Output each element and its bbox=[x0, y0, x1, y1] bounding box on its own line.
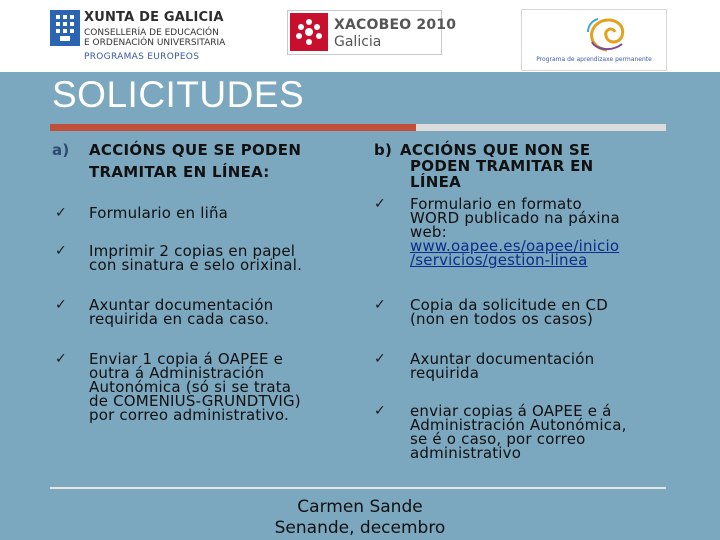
left-item-4-line4: de COMENIUS-GRUNDTVIG) bbox=[89, 392, 301, 410]
left-item-1-line1: Formulario en liña bbox=[89, 204, 229, 222]
xunta-logo bbox=[50, 10, 240, 58]
xacobeo-name: XACOBEO 2010 bbox=[334, 17, 457, 33]
right-item-2-line2: (non en todos os casos) bbox=[410, 310, 594, 328]
left-item-2-line1: Imprimir 2 copias en papel bbox=[89, 242, 296, 260]
right-heading-line3: LÍNEA bbox=[410, 173, 462, 191]
oapee-link-line1[interactable]: www.oapee.es/oapee/inicio bbox=[410, 237, 620, 255]
page-title: SOLICITUDES bbox=[52, 74, 305, 115]
left-item-4-line5: por correo administrativo. bbox=[89, 406, 290, 424]
oapee-link-line2[interactable]: /servicios/gestion-linea bbox=[410, 251, 588, 269]
left-item-4 bbox=[89, 352, 301, 422]
left-heading-line1: ACCIÓNS QUE SE PODEN bbox=[89, 141, 302, 159]
checkmark-icon: ✓ bbox=[55, 351, 67, 367]
xunta-subtitle-line1: CONSELLERÍA DE EDUCACIÓN bbox=[84, 28, 219, 38]
checkmark-icon: ✓ bbox=[374, 196, 386, 212]
left-item-3-line1: Axuntar documentación bbox=[89, 296, 274, 314]
checkmark-icon: ✓ bbox=[55, 243, 67, 259]
xacobeo-emblem-icon bbox=[290, 13, 328, 51]
author-line2: Senande, decembro bbox=[274, 518, 446, 538]
checkmark-icon: ✓ bbox=[55, 297, 67, 313]
xacobeo-logo bbox=[287, 10, 457, 55]
left-item-4-line1: Enviar 1 copia á OAPEE e bbox=[89, 350, 284, 368]
right-column-marker: b) bbox=[374, 141, 393, 159]
right-item-2-line1: Copia da solicitude en CD bbox=[410, 296, 608, 314]
right-item-4 bbox=[410, 404, 627, 460]
right-item-1-line1: Formulario en formato bbox=[410, 195, 582, 213]
right-heading-line1: ACCIÓNS QUE NON SE bbox=[400, 141, 591, 159]
xacobeo-place: Galicia bbox=[334, 34, 382, 50]
programas-europeos-label: PROGRAMAS EUROPEOS bbox=[84, 52, 200, 62]
programa-aprendizaxe-label: Programa de aprendizaxe permanente bbox=[536, 56, 652, 63]
left-column-heading bbox=[52, 143, 352, 183]
right-column-heading bbox=[374, 143, 674, 191]
right-item-2 bbox=[410, 298, 608, 326]
left-heading-line2: TRAMITAR EN LÍNEA: bbox=[89, 163, 270, 181]
swirl-icon bbox=[582, 14, 632, 54]
title-rule-accent bbox=[50, 124, 416, 131]
author-line1: Carmen Sande bbox=[297, 497, 423, 517]
footer-rule bbox=[50, 487, 666, 489]
right-item-4-line3: se é o caso, por correo bbox=[410, 430, 586, 448]
right-item-1-line2: WORD publicado na páxina bbox=[410, 209, 620, 227]
left-item-4-line2: outra á Administración bbox=[89, 364, 265, 382]
checkmark-icon: ✓ bbox=[374, 351, 386, 367]
left-item-2 bbox=[89, 244, 302, 272]
xunta-subtitle-line2: E ORDENACIÓN UNIVERSITARIA bbox=[84, 38, 226, 48]
left-item-1 bbox=[89, 206, 228, 220]
left-item-4-line3: Autonómica (só si se trata bbox=[89, 378, 292, 396]
right-heading-line2: PODEN TRAMITAR EN bbox=[410, 157, 594, 175]
right-item-1-line3: web: bbox=[410, 223, 447, 241]
right-item-3-line1: Axuntar documentación bbox=[410, 350, 595, 368]
xunta-title: XUNTA DE GALICIA bbox=[84, 10, 224, 25]
right-item-3 bbox=[410, 352, 594, 380]
checkmark-icon: ✓ bbox=[374, 403, 386, 419]
programa-aprendizaxe-logo bbox=[521, 9, 667, 71]
right-item-4-line1: enviar copias á OAPEE e á bbox=[410, 402, 612, 420]
right-item-1 bbox=[410, 197, 670, 267]
right-item-3-line2: requirida bbox=[410, 364, 480, 382]
left-item-2-line2: con sinatura e selo orixinal. bbox=[89, 256, 303, 274]
left-item-3-line2: requirida en cada caso. bbox=[89, 310, 270, 328]
left-item-3 bbox=[89, 298, 273, 326]
xunta-shield-icon bbox=[50, 10, 80, 46]
checkmark-icon: ✓ bbox=[55, 205, 67, 221]
right-item-4-line4: administrativo bbox=[410, 444, 522, 462]
right-item-4-line2: Administración Autonómica, bbox=[410, 416, 627, 434]
checkmark-icon: ✓ bbox=[374, 297, 386, 313]
left-column-marker: a) bbox=[52, 141, 70, 159]
